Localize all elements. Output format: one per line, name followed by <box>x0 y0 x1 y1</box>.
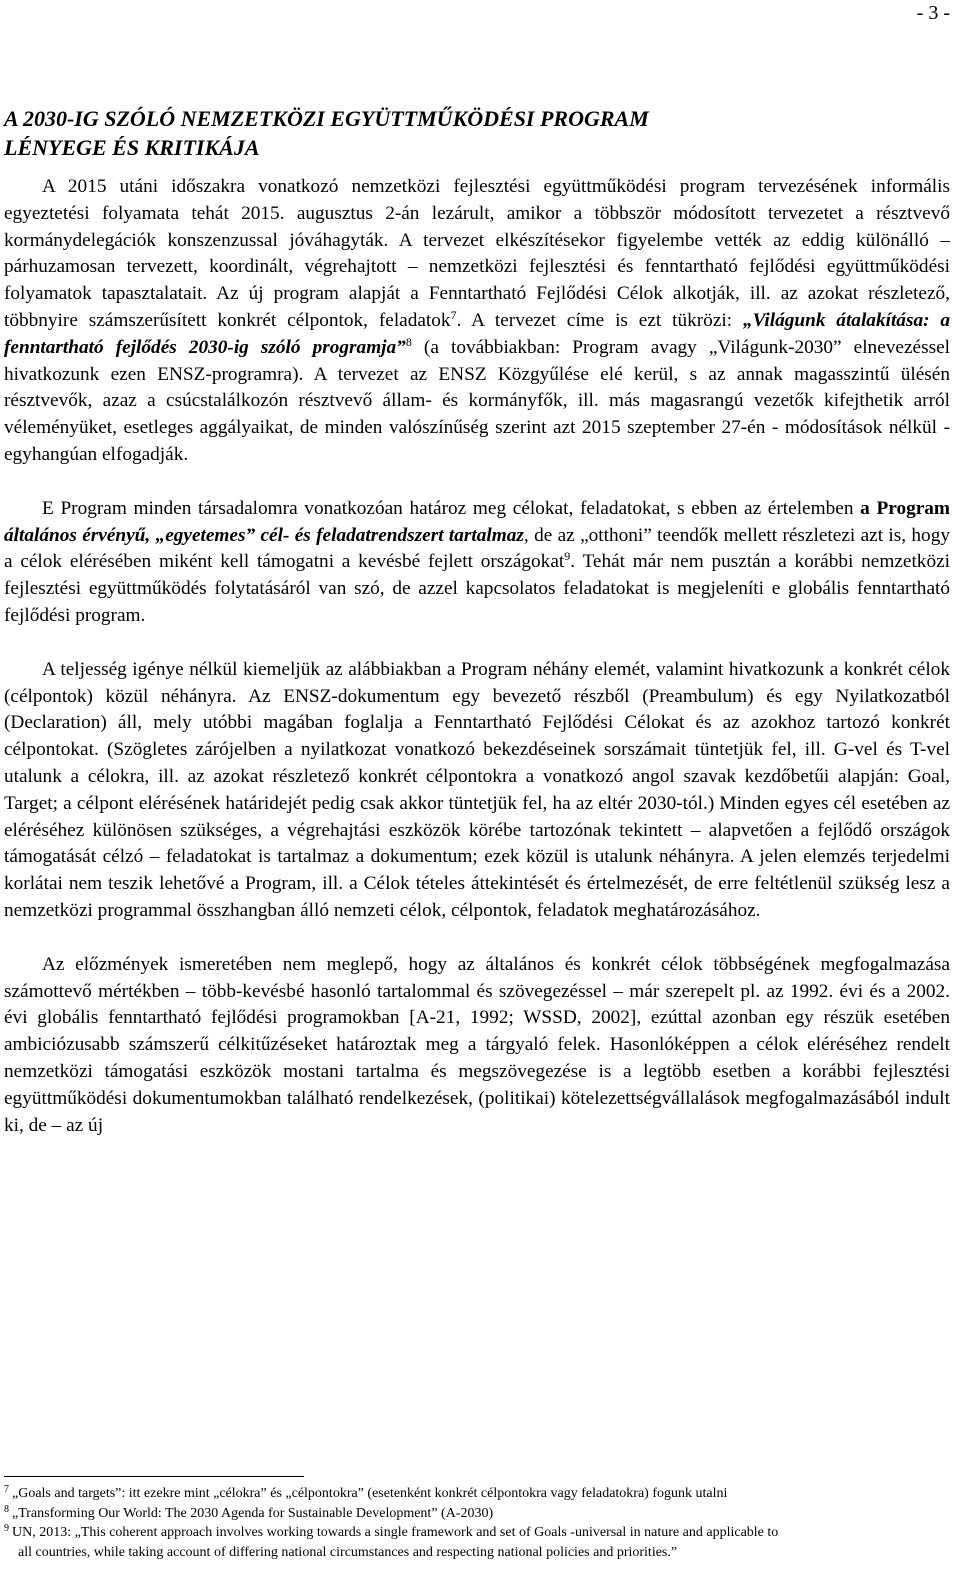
page-number: - 3 - <box>916 2 950 24</box>
p1-text-a: A 2015 utáni időszakra vonatkozó nemzetközi fejlesztési együttműködési program tervezésének informális egyeztetési folyamata tehát 2015. augusztus 2-án lezárult, amikor a többször módosított tervezetet a résztvevő kormánydelegációk konszenzussal jóváhagyták. A tervezet elkészítésekor figyelembe vették az eddig különálló – párhuzamosan tervezett, koordinált, végrehajtott – nemzetközi fejlesztési és fenntartható fejlődési együttműködési folyamatok tapasztalatait. Az új program alapját a Fenntartható Fejlődési Célok alkotják, ill. az azokat részletező, többnyire számszerűsített konkrét célpontok, feladatok <box>4 176 950 331</box>
heading-line-2: LÉNYEGE ÉS KRITIKÁJA <box>4 135 260 160</box>
footnote-text-continued: all countries, while taking account of differing national circumstances and respecting national policies and priorities.” <box>18 1544 678 1560</box>
footnote-ref-8[interactable]: 8 <box>405 334 412 349</box>
footnote-text: „Goals and targets”: itt ezekre mint „célokra” és „célpontokra” (esetenként konkrét célpontokra vagy feladatokra) fogunk utalni <box>12 1486 728 1501</box>
footnote-text: „Transforming Our World: The 2030 Agenda for Sustainable Development” (A-2030) <box>12 1505 494 1521</box>
p2-text-c: . Tehát már nem pusztán a korábbi nemzetközi fejlesztési együttműködés folytatásáról van szó, de azzel kapcsolatos feladatokat is megjeleníti e globális fenntartható fejlődési program. <box>4 551 950 626</box>
footnote-ref-7[interactable]: 7 <box>450 307 457 322</box>
p2-text-a: E Program minden társadalomra vonatkozóan határoz meg célokat, feladatokat, s ebben az értelemben <box>42 497 861 519</box>
footnote-number: 9 <box>4 1523 9 1534</box>
paragraph-4: Az előzmények ismeretében nem meglepő, hogy az általános és konkrét célok többségének megfogalmazása számottevő mértékben – több-kevésbé hasonló tartalommal és szövegezéssel – már szerepelt pl. az 1992. évi és a 2002. évi globális fenntartható fejlődési programokban [A-21, 1992; WSSD, 2002], ezúttal azonban egy részük esetében ambiciózusabb számszerű célkitűzéseket határoztak meg a tárgyaló felek. Hasonlóképpen a célok eléréséhez rendelt nemzetközi támogatási eszközök mostani tartalma és megszövegezése is a legtöbb esetben a korábbi fejlesztési együttműködési dokumentumokban található rendelkezések, (politikai) kötelezettségvállalások megfogalmazásából indult ki, de – az új <box>4 953 950 1136</box>
footnote-ref-9[interactable]: 9 <box>564 549 571 564</box>
footnote-9 <box>4 1523 950 1562</box>
program-title: „Világunk átalakítása: a fenntartható fejlődés 2030-ig szóló programja” <box>4 309 950 358</box>
paragraph-3: A teljesség igénye nélkül kiemeljük az alábbiakban a Program néhány elemét, valamint hivatkozunk a konkrét célok (célpontok) közül néhányra. Az ENSZ-dokumentum egy bevezető részből (Preambulum) és egy Nyilatkozatból (Declaration) áll, mely utóbbi magában foglalja a Fenntartható Fejlődési Célokat és az azokhoz tartozó konkrét célpontokat. (Szögletes zárójelben a nyilatkozat vonatkozó bekezdéseinek sorszámait tüntetjük fel, ill. G-vel és T-vel utalunk a célokra, ill. az azokat részletező konkrét célpontokra a vonatkozó angol szavak kezdőbetűi alapján: Goal, Target; a célpont elérésének határidejét pedig csak akkor tüntetjük fel, ha az eltér 2030-tól.) Minden egyes cél esetében az eléréséhez különösen szükséges, a végrehajtási eszközök körébe tartozónak tekintett – alapvetően a fejlődő országok támogatását célzó – feladatokat is tartalmaz a dokumentum; ezek közül is utalunk néhányra. A jelen elemzés terjedelmi korlátai nem teszik lehetővé a Program, ill. a Célok tételes áttekintését és értelmezését, de erre feltétlenül szükség lesz a nemzetközi programmal összhangban álló nemzeti célok, célpontok, feladatok meghatározásához. <box>4 658 950 921</box>
footnote-text: UN, 2013: „This coherent approach involves working towards a single framework and set of Goals -universal in nature and applicable to <box>12 1525 779 1540</box>
footnotes <box>4 1484 950 1562</box>
p1-text-c: (a továbbiakban: Program avagy „Világunk-2030” elnevezéssel hivatkozunk ezen ENSZ-programra). A tervezet az ENSZ Közgyűlése elé kerül, s az annak magasszintű ülésén résztvevők, azaz a csúcstalálkozón résztvevő állam- és kormányfők, ill. más magasrangú vezetők kifejthetik arról véleményüket, esetleges aggályaikat, de minden valószínűség szerint azt 2015 szeptember 27-én - módosítások nélkül - egyhangúan elfogadják. <box>4 336 950 465</box>
heading-line-1: A 2030-IG SZÓLÓ NEMZETKÖZI EGYÜTTMŰKÖDÉSI PROGRAM <box>4 106 649 131</box>
section-heading <box>4 104 950 162</box>
footnote-7 <box>4 1484 950 1504</box>
p2-emphasis: általános érvényű, „egyetemes” cél- és feladatrendszert tartalmaz <box>4 524 524 546</box>
footnote-8 <box>4 1504 950 1524</box>
p2-text-b: , de az „otthoni” teendők mellett részletezi azt is, hogy a célok elérésében miként kell támogatni a kevésbé fejlett országokat <box>4 524 950 573</box>
p1-text-b: . A tervezet címe is ezt tükrözi: <box>456 309 743 331</box>
footnote-number: 8 <box>4 1503 9 1515</box>
footnote-number: 7 <box>4 1484 9 1495</box>
paragraph-2 <box>4 496 950 630</box>
paragraph-1 <box>4 174 950 469</box>
p2-bold-program: a Program <box>860 497 950 519</box>
footnote-separator <box>4 1476 304 1477</box>
document-body <box>4 104 950 1139</box>
